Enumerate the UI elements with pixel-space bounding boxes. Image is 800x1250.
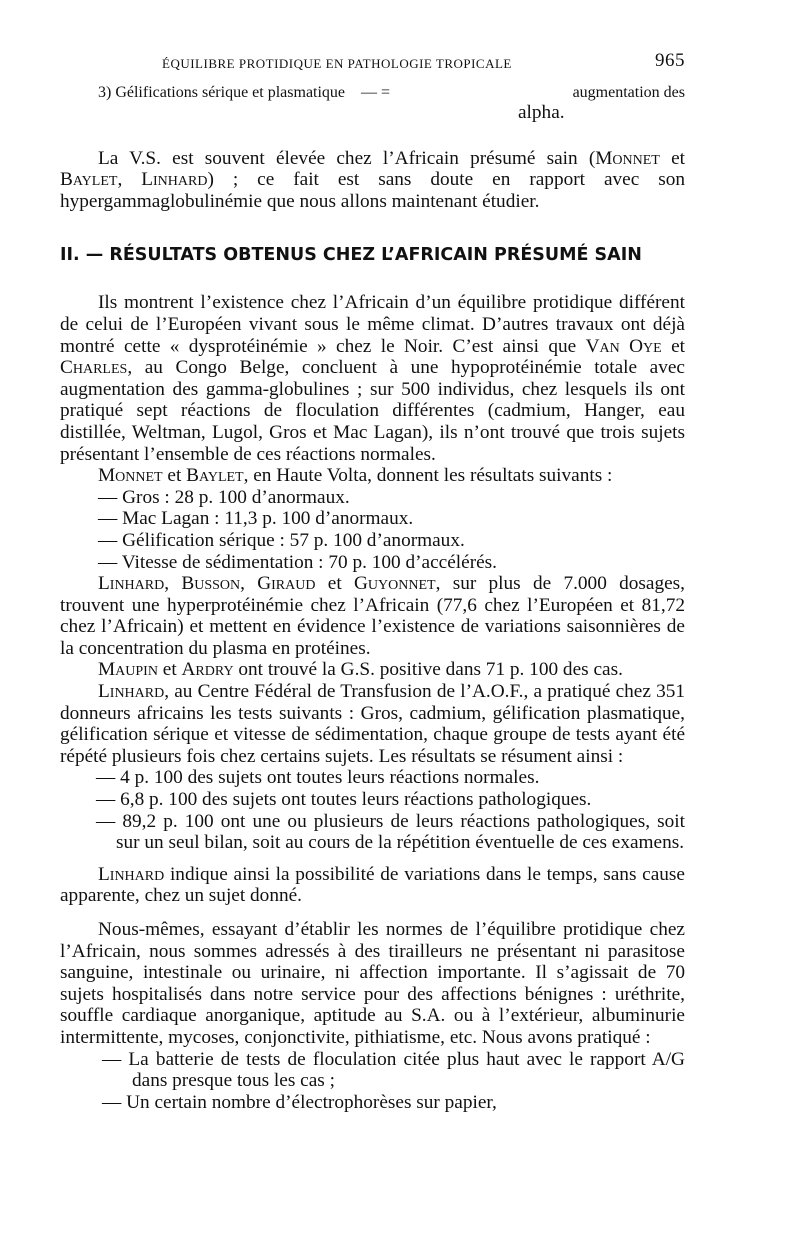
text-run: ont trouvé la G.S. positive dans 71 p. 100 des cas. bbox=[233, 659, 623, 681]
page bbox=[60, 48, 685, 1113]
item-3-value-line1: augmentation des bbox=[572, 84, 685, 101]
spacer bbox=[60, 854, 685, 864]
text-run: , bbox=[164, 573, 182, 595]
list-item: — Un certain nombre d’électrophorèses sur papier, bbox=[102, 1091, 497, 1113]
text-run: La V.S. est souvent élevée chez l’Africain présumé sain ( bbox=[98, 147, 596, 169]
author-name: Baylet bbox=[60, 169, 118, 191]
spacer bbox=[60, 266, 685, 292]
item-3-label: 3) Gélifications sérique et plasmatique bbox=[98, 84, 346, 101]
author-name: Ardry bbox=[181, 659, 234, 681]
author-name: Van Oye bbox=[585, 335, 662, 357]
author-name: Linhard bbox=[98, 681, 165, 703]
author-name: Linhard bbox=[141, 169, 208, 191]
list-item: — 6,8 p. 100 des sujets ont toutes leurs réactions pathologiques. bbox=[96, 789, 592, 811]
text-run: et bbox=[659, 147, 685, 169]
item-3-sep: — = bbox=[361, 84, 391, 101]
text-run: et bbox=[162, 465, 187, 487]
text-run: indique ainsi la possibilité de variations dans le temps, sans cause apparente, chez un sujet donné. bbox=[60, 863, 685, 907]
page-header bbox=[60, 48, 685, 78]
author-name: Guyonnet bbox=[353, 573, 436, 595]
text-run: , au Centre Fédéral de Transfusion de l’A.O.F., a pratiqué chez 351 donneurs africains les tests suivants : Gros, cadmium, gélification plasmatique, gélification sérique et vitesse de sédimentation, chaque groupe de tests ayant été répété plusieurs fois chez certains sujets. Les résultats se résument ainsi : bbox=[60, 681, 685, 767]
practice-list bbox=[60, 1049, 685, 1114]
author-name: Maupin bbox=[98, 659, 158, 681]
text-run: ) ; ce fait est sans doute en rapport avec son hypergammaglobulinémie que nous allons maintenant étudier. bbox=[60, 169, 686, 212]
list-item: — Mac Lagan : 11,3 p. 100 d’anormaux. bbox=[98, 508, 414, 530]
spacer bbox=[60, 212, 685, 244]
text-run: et bbox=[661, 335, 685, 357]
section-heading: II. — RÉSULTATS OBTENUS CHEZ L’AFRICAIN PRÉSUMÉ SAIN bbox=[60, 245, 642, 266]
paragraph-maupin bbox=[60, 659, 685, 681]
item-3-gelifications bbox=[98, 84, 685, 102]
text-run: , en Haute Volta, donnent les résultats suivants : bbox=[243, 465, 613, 487]
author-name: Charles bbox=[60, 357, 128, 379]
author-name: Busson bbox=[181, 573, 241, 595]
paragraph-linhard-transfusion bbox=[60, 681, 685, 767]
paragraph-linhard-busson bbox=[60, 573, 685, 659]
text-run: et bbox=[157, 659, 182, 681]
list-item: — Gélification sérique : 57 p. 100 d’anormaux. bbox=[98, 529, 465, 551]
paragraph-nous-memes: Nous-mêmes, essayant d’établir les normes de l’équilibre protidique chez l’Africain, nous sommes adressés à des tirailleurs ne présentant ni parasitose sanguine, intestinale ou urinaire, ni affection importante. Il s’agissait de 70 sujets hospitalisés dans notre service pour des affections bénignes : uréthrite, souffle cardiaque anorganique, aptitude au S.A. ou à l’extérieur, albuminurie intermittente, mycoses, conjonctivite, pithiatisme, etc. Nous avons pratiqué : bbox=[60, 919, 685, 1048]
monnet-results-list bbox=[60, 487, 685, 573]
list-item: — 89,2 p. 100 ont une ou plusieurs de leurs réactions pathologiques, soit sur un seul bilan, soit au cours de la répétition éventuelle de ces examens. bbox=[96, 810, 685, 854]
author-name: Giraud bbox=[257, 573, 316, 595]
list-item: — Vitesse de sédimentation : 70 p. 100 d’accélérés. bbox=[98, 551, 497, 573]
paragraph-vs bbox=[60, 148, 685, 213]
paragraph-linhard-variations bbox=[60, 864, 685, 907]
spacer bbox=[60, 124, 685, 148]
spacer bbox=[60, 907, 685, 919]
author-name: Baylet bbox=[186, 465, 244, 487]
page-number: 965 bbox=[655, 50, 685, 71]
running-title: ÉQUILIBRE PROTIDIQUE EN PATHOLOGIE TROPICALE bbox=[162, 56, 512, 71]
text-run: Ils montrent l’existence chez l’Africain d’un équilibre protidique différent de celui de l’Européen vivant sous le même climat. D’autres travaux ont déjà montré cette « dysprotéinémie » chez le Noir. C’est ainsi que bbox=[60, 292, 685, 357]
text-run: , bbox=[117, 169, 142, 191]
item-3-value-line2: alpha. bbox=[518, 102, 565, 123]
text-run: , bbox=[240, 573, 258, 595]
linhard-results-list bbox=[60, 767, 685, 853]
text-run: et bbox=[315, 573, 354, 595]
author-name: Monnet bbox=[98, 465, 163, 487]
paragraph-intro bbox=[60, 292, 685, 465]
text-run: , au Congo Belge, concluent à une hypoprotéinémie totale avec augmentation des gamma-globulines ; sur 500 individus, chez lesquels ils ont pratiqué sept réactions de floculation différentes (cadmium, Hanger, eau distillée, Weltman, Lugol, Gros et Mac Lagan), ils n’ont trouvé que trois sujets présentant l’ensemble de ces réactions normales. bbox=[60, 357, 685, 465]
author-name: Monnet bbox=[595, 147, 660, 169]
author-name: Linhard bbox=[98, 573, 165, 595]
list-item: — Gros : 28 p. 100 d’anormaux. bbox=[98, 486, 350, 508]
list-item: — La batterie de tests de floculation citée plus haut avec le rapport A/G dans presque tous les cas ; bbox=[102, 1048, 685, 1092]
list-item: — 4 p. 100 des sujets ont toutes leurs réactions normales. bbox=[96, 767, 540, 789]
author-name: Linhard bbox=[98, 863, 165, 885]
text-run: , sur plus de 7.000 dosages, trouvent une hyperprotéinémie chez l’Africain (77,6 chez l’Européen et 81,72 chez l’Africain) et mettent en évidence l’existence de variations saisonnières de la concentration du plasma en protéines. bbox=[60, 573, 685, 659]
paragraph-monnet bbox=[60, 465, 685, 487]
